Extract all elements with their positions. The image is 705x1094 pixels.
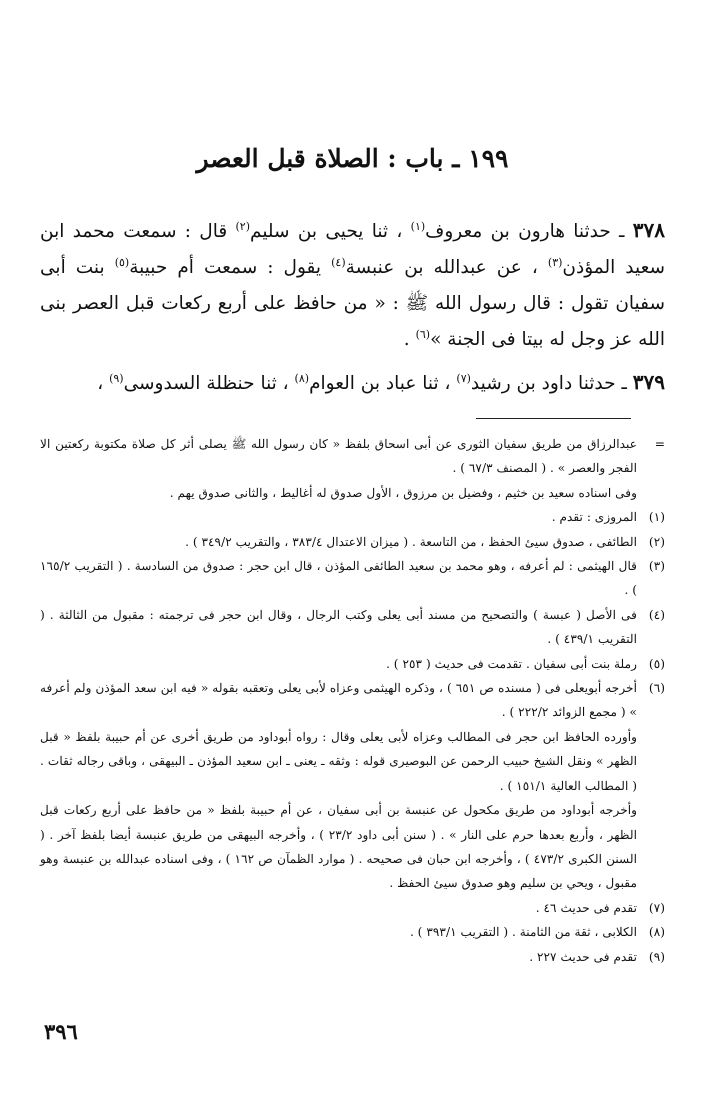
footnote-text: رملة بنت أبى سفيان . تقدمت فى حديث ( ٢٥٣ ) .: [386, 656, 637, 671]
footnote-8: [40, 920, 665, 944]
hadith-text: يقول : سمعت أم حبيبة: [129, 257, 332, 278]
footnotes: [40, 432, 665, 969]
footnote-label: (٣): [648, 559, 665, 574]
footnote-text: الكلابى ، ثقة من الثامنة . ( التقريب ٣٩٣/١ ) .: [409, 925, 637, 940]
footnote-7: [40, 896, 665, 920]
footnote-6: [40, 676, 665, 725]
footnote-paragraph: وأورده الحافظ ابن حجر فى المطالب وعزاه لأبى يعلى وقال : رواه أبوداود من طريق أخرى عن أم حبيبة بلفظ « قبل الظهر » ونقل الشيخ حبيب الرحمن عن البوصيرى قوله : وثقه ـ يعنى ـ ابن سعيد المؤذن ـ البيهقى ، وباقى رجاله ثقات . ( المطالب العالية ١٥١/١ ) .: [40, 729, 637, 793]
footnote-label: (٦): [648, 681, 665, 696]
footnote-paragraph: وأخرجه أبوداود من طريق مكحول عن عنبسة بن أبى سفيان ، عن أم حبيبة بلفظ « من حافظ على أربع ركعات قبل الظهر ، وأربع بعدها حرم على النار » . ( سنن أبى داود ٢٣/٢ ) ، وأخرجه البيهقى من طريق عنبسة أيضا بلفظ آخر . ( السنن الكبرى ٤٧٣/٢ ) ، وأخرجه ابن حبان فى صحيحه . ( موارد الظمآن ص ١٦٢ ) ، وفى اسناده عبدالله بن عنبسة وهو مقبول ، ويحي بن سليم وهو صدوق سيئ الحفظ .: [40, 803, 637, 891]
hadith-text: ، ثنا عباد بن العوام: [309, 373, 457, 394]
hadith-text: ـ حدثنا هارون بن معروف: [425, 221, 633, 242]
footnote-text: المروزى : تقدم .: [551, 510, 637, 525]
hadith-text: ـ حدثنا داود بن رشيد: [470, 373, 633, 394]
footnote-paragraph: وفى اسناده سعيد بن خثيم ، وفضيل بن مرزوق ، الأول صدوق له أغاليط ، والثانى صدوق يهم .: [169, 485, 637, 500]
hadith-text: ، ثنا يحيى بن سليم: [250, 221, 411, 242]
footnote-text: تقدم فى حديث ٢٢٧ .: [529, 949, 637, 964]
footnote-marker: (٦): [415, 327, 431, 341]
footnote-marker: (٧): [456, 371, 471, 385]
hadith-text: .: [403, 329, 416, 350]
hadith-text: بنت أبى سفيان تقول : قال رسول الله ﷺ : « من حافظ على أربع ركعات قبل العصر بنى الله عز وجل له بيتا فى الجنة »: [40, 257, 665, 350]
hadith-text: ، ثنا حنظلة السدوسى: [123, 373, 295, 394]
footnote-text: أخرجه أبويعلى فى ( مسنده ص ٦٥١ ) ، وذكره الهيثمى وعزاه لأبى يعلى وتعقبه بقوله « فيه ابن سعد المؤذن ولم أعرفه » ( مجمع الزوائد ٢٢٢/٢ ) .: [40, 681, 637, 720]
footnote-3: [40, 554, 665, 603]
footnote-marker: (٥): [114, 255, 130, 269]
continuation-mark: =: [654, 437, 665, 451]
hadith-text: ، عن عبدالله بن عنبسة: [345, 257, 548, 278]
footnote-label: (٥): [648, 656, 665, 671]
footnote-label: (٤): [648, 607, 665, 622]
footnote-marker: (٣): [547, 255, 563, 269]
footnote-text: عبدالرزاق من طريق سفيان الثورى عن أبى اسحاق بلفظ « كان رسول الله ﷺ يصلى أثر كل صلاة مكتوبة ركعتين الا الفجر والعصر » . ( المصنف ٦٧/٣ ) .: [40, 437, 637, 476]
hadith-text: ،: [97, 373, 110, 394]
footnote-text: الطائفى ، صدوق سيئ الحفظ ، من التاسعة . ( ميزان الاعتدال ٣٨٣/٤ ، والتقريب ٣٤٩/٢ ) .: [185, 534, 637, 549]
hadith-378: [40, 212, 665, 358]
footnote-1: [40, 505, 665, 529]
footnote-label: (٢): [648, 534, 665, 549]
footnote-marker: (٢): [235, 219, 251, 233]
footnote-marker: (٤): [331, 255, 346, 269]
hadith-number: ٣٧٨: [632, 218, 665, 242]
footnote-text: قال الهيثمى : لم أعرفه ، وهو محمد بن سعيد الطائفى المؤذن ، قال ابن حجر : صدوق من السادسة . ( التقريب ١٦٥/٢ ) .: [40, 559, 637, 598]
footnote-text: تقدم فى حديث ٤٦ .: [535, 900, 637, 915]
main-text: [40, 212, 665, 402]
chapter-title: ١٩٩ ـ باب : الصلاة قبل العصر: [196, 144, 509, 173]
footnote-label: (٨): [648, 925, 665, 940]
footnote-5: [40, 652, 665, 676]
page-number: ٣٩٦: [44, 1019, 78, 1044]
footnote-label: (١): [648, 510, 665, 525]
footnote-marker: (٨): [294, 371, 310, 385]
footnote-divider: [476, 418, 631, 419]
footnote-text: فى الأصل ( عبسة ) والتصحيح من مسند أبى يعلى وكتب الرجال ، وقال ابن حجر فى ترجمته : مقبول من الثالثة . ( التقريب ٤٣٩/١ ) .: [40, 607, 637, 647]
footnote-marker: (٩): [109, 371, 124, 385]
footnote-continuation: [40, 432, 665, 481]
hadith-379: [40, 364, 665, 402]
hadith-text: قال : سمعت محمد ابن سعيد المؤذن: [40, 221, 666, 278]
footnote-label: (٩): [648, 949, 665, 964]
hadith-number: ٣٧٩: [632, 370, 665, 394]
footnote-label: (٧): [648, 900, 665, 915]
footnote-2: [40, 530, 665, 554]
footnote-9: [40, 945, 665, 969]
footnote-marker: (١): [410, 219, 426, 233]
footnote-4: [40, 603, 665, 652]
